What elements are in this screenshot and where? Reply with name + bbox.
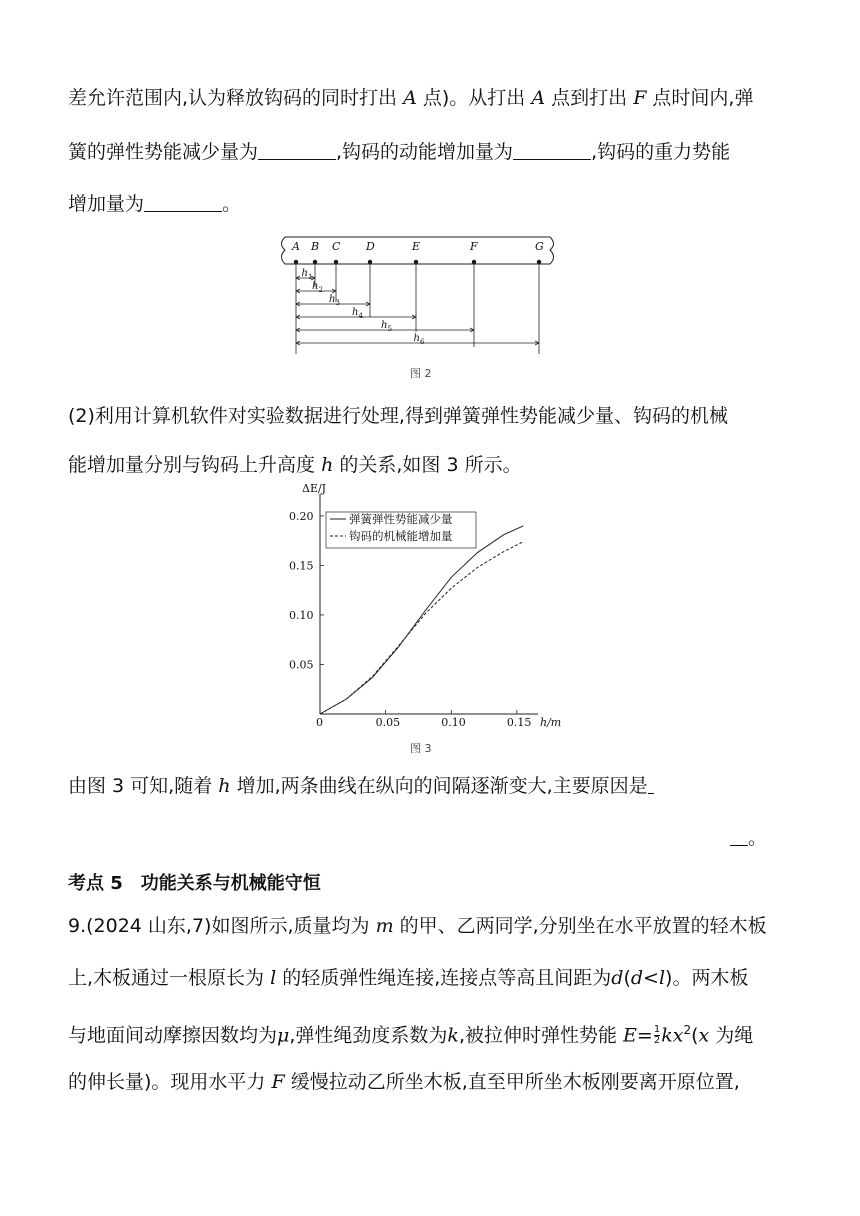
answer-blank[interactable]	[258, 141, 336, 160]
fraction: $\frac{1}{2}$	[653, 1024, 661, 1047]
tape-label-E: E	[412, 240, 421, 253]
tape-diagram	[280, 232, 570, 362]
text-line: 与地面间动摩擦因数均为μ,弹性绳劲度系数为k,被拉伸时弹性势能 E= $\frac{1}{2}$ $kx^2(x$ 为绳	[68, 1023, 754, 1047]
chart-legend	[326, 512, 476, 548]
tape-label-F: F	[470, 240, 478, 253]
figure-caption: 图 3	[410, 742, 432, 755]
answer-blank[interactable]	[730, 827, 748, 846]
tape-label-C: C	[332, 240, 341, 253]
legend-label: 钩码的机械能增加量	[349, 529, 453, 543]
x-tick-label: 0	[316, 716, 323, 729]
figure-caption: 图 2	[410, 367, 432, 380]
text-line: 增加量为 。	[68, 193, 242, 215]
text-line: 的伸长量)。现用水平力 F 缓慢拉动乙所坐木板,直至甲所坐木板刚要离开原位置,	[68, 1071, 740, 1093]
tape-label-D: D	[366, 240, 375, 253]
series-line-1	[320, 526, 523, 714]
answer-blank[interactable]	[648, 775, 654, 794]
x-tick-label: 0.15	[506, 716, 532, 729]
y-axis-label: ΔE/J	[302, 482, 327, 495]
legend-label: 弹簧弹性势能减少量	[349, 512, 453, 526]
x-axis-label: h/m	[540, 716, 562, 729]
text-line: 差允许范围内,认为释放钩码的同时打出 A 点)。从打出 A 点到打出 F 点时间内,弹	[68, 87, 754, 109]
h-label-1: $h_1$	[301, 268, 313, 281]
text-line: (2)利用计算机软件对实验数据进行处理,得到弹簧弹性势能减少量、钩码的机械	[68, 405, 728, 427]
y-tick-label: 0.20	[289, 509, 314, 523]
text-line: 能增加量分别与钩码上升高度 h 的关系,如图 3 所示。	[68, 454, 522, 476]
answer-blank[interactable]	[144, 193, 222, 212]
h-label-3: $h_3$	[329, 294, 340, 307]
series-line-2	[320, 542, 523, 714]
h-label-2: $h_2$	[312, 281, 323, 294]
tape-label-A: A	[292, 240, 300, 253]
section-heading: 考点 5 功能关系与机械能守恒	[68, 873, 321, 894]
answer-blank[interactable]	[513, 141, 591, 160]
text-line: 簧的弹性势能减少量为 ,钩码的动能增加量为 ,钩码的重力势能	[68, 141, 731, 163]
x-tick-label: 0.05	[375, 716, 401, 729]
text-line: 9.(2024 山东,7)如图所示,质量均为 m 的甲、乙两同学,分别坐在水平放置的轻木板	[68, 915, 767, 937]
y-tick-label: 0.05	[289, 658, 314, 672]
tape-label-G: G	[535, 240, 544, 253]
text-line: 由图 3 可知,随着 h 增加,两条曲线在纵向的间隔逐渐变大,主要原因是	[68, 774, 654, 798]
h-label-5: $h_5$	[381, 320, 392, 333]
x-tick-label: 0.10	[441, 716, 466, 729]
h-label-4: $h_4$	[352, 307, 363, 320]
energy-chart	[280, 482, 562, 732]
h-label-6: $h_6$	[413, 333, 425, 346]
y-tick-label: 0.10	[289, 608, 314, 622]
text-line: 上,木板通过一根原长为 l 的轻质弹性绳连接,连接点等高且间距为d(d<l)。两木板	[68, 967, 749, 989]
y-tick-label: 0.15	[289, 559, 314, 573]
tape-label-B: B	[311, 240, 320, 253]
text-line: 。	[730, 826, 767, 850]
